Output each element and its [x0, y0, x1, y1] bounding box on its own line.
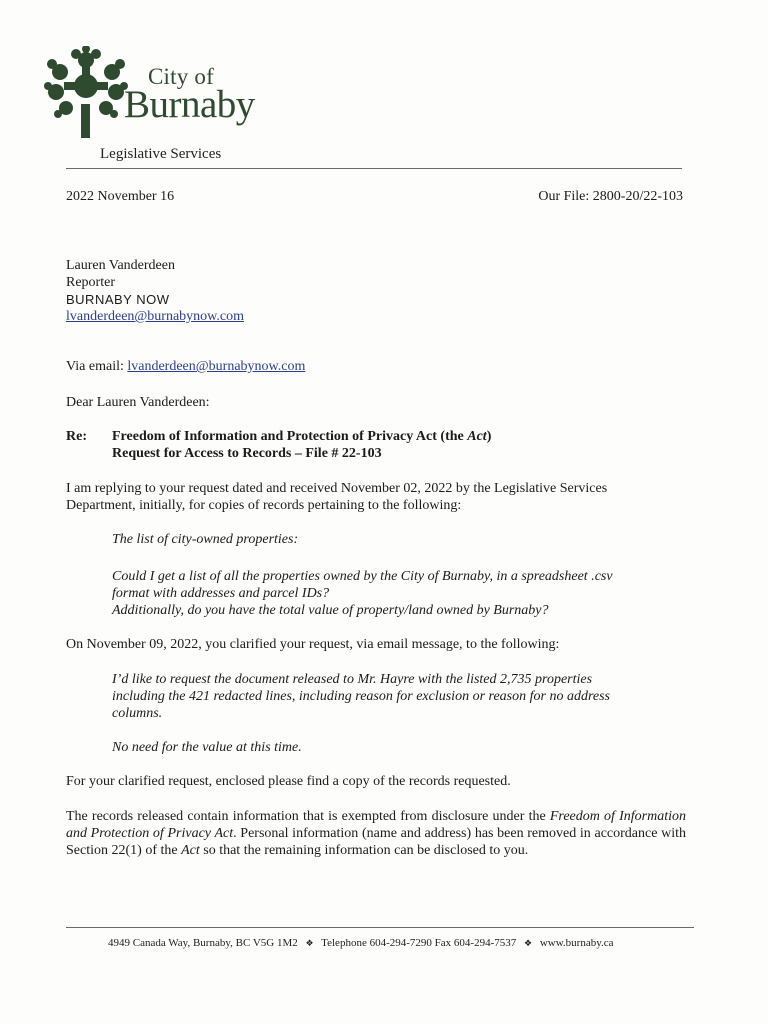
- q3-line-2: including the 421 redacted lines, including reason for exclusion or reason for no address: [112, 689, 610, 704]
- re-subject-line-1: [112, 428, 491, 445]
- quote-no-value-needed: No need for the value at this time.: [112, 740, 302, 755]
- p1-line-1: I am replying to your request dated and received November 02, 2022 by the Legislative Services: [66, 481, 608, 496]
- department-name: Legislative Services: [100, 146, 222, 162]
- via-email-line: [66, 358, 305, 375]
- quote-original-request: [112, 568, 672, 619]
- footer: [108, 937, 614, 949]
- p4-text-a: The records released contain information that is exempted from disclosure under the: [66, 809, 550, 824]
- re-subject-act: Act: [467, 429, 487, 444]
- q2-line-1: Could I get a list of all the properties owned by the City of Burnaby, in a spreadsheet .csv: [112, 569, 613, 584]
- paragraph-request-received: [66, 480, 686, 514]
- recipient-address-block: [66, 257, 244, 325]
- quote-list-properties: The list of city-owned properties:: [112, 532, 299, 547]
- city-logo-snowflake-icon: [44, 46, 128, 138]
- paragraph-enclosed-records: For your clarified request, enclosed please find a copy of the records requested.: [66, 774, 511, 789]
- quote-clarified-request: [112, 671, 672, 722]
- footer-address: 4949 Canada Way, Burnaby, BC V5G 1M2: [108, 937, 298, 949]
- recipient-name: Lauren Vanderdeen: [66, 258, 175, 273]
- logo-text-city-of: City of: [148, 64, 214, 89]
- footer-separator-icon: ❖: [523, 938, 533, 948]
- recipient-email-link[interactable]: lvanderdeen@burnabynow.com: [66, 309, 244, 324]
- q3-line-1: I’d like to request the document released to Mr. Hayre with the listed 2,735 properties: [112, 672, 593, 687]
- footer-separator-icon: ❖: [305, 938, 314, 948]
- footer-divider: [66, 927, 694, 928]
- q2-line-3: Additionally, do you have the total value of property/land owned by Burnaby?: [112, 603, 549, 618]
- p4-text-c: so that the remaining information can be disclosed to you.: [199, 843, 529, 858]
- header-divider: [66, 168, 682, 169]
- re-subject-line-2: Request for Access to Records – File # 22-103: [112, 446, 382, 461]
- via-email-label: Via email:: [66, 359, 128, 374]
- letter-date: 2022 November 16: [66, 189, 175, 204]
- q2-line-2: format with addresses and parcel IDs?: [112, 586, 330, 601]
- q3-line-3: columns.: [112, 706, 163, 721]
- logo-text-burnaby: Burnaby: [124, 83, 255, 126]
- via-email-link[interactable]: lvanderdeen@burnabynow.com: [127, 359, 306, 374]
- paragraph-clarification: On November 09, 2022, you clarified your request, via email message, to the following:: [66, 637, 560, 652]
- salutation: Dear Lauren Vanderdeen:: [66, 395, 210, 410]
- re-label: Re:: [66, 429, 87, 444]
- footer-phone-fax: Telephone 604-294-7290 Fax 604-294-7537: [321, 937, 517, 949]
- re-subject-close: ): [486, 429, 492, 444]
- recipient-organization: BURNABY NOW: [66, 292, 170, 307]
- recipient-title: Reporter: [66, 275, 115, 290]
- paragraph-exemption: [66, 808, 686, 859]
- p4-act: Act: [181, 843, 200, 858]
- file-reference: Our File: 2800-20/22-103: [538, 189, 683, 204]
- p4-text-b: . Personal information (name and address) has been removed in accordance with Section 22(1) of the: [66, 826, 686, 858]
- footer-website-link[interactable]: www.burnaby.ca: [539, 937, 614, 949]
- p4-act-title: Freedom of Information and Protection of Privacy Act: [66, 809, 686, 841]
- p1-line-2: Department, initially, for copies of records pertaining to the following:: [66, 498, 462, 513]
- re-subject-text: Freedom of Information and Protection of Privacy Act (the: [112, 429, 468, 444]
